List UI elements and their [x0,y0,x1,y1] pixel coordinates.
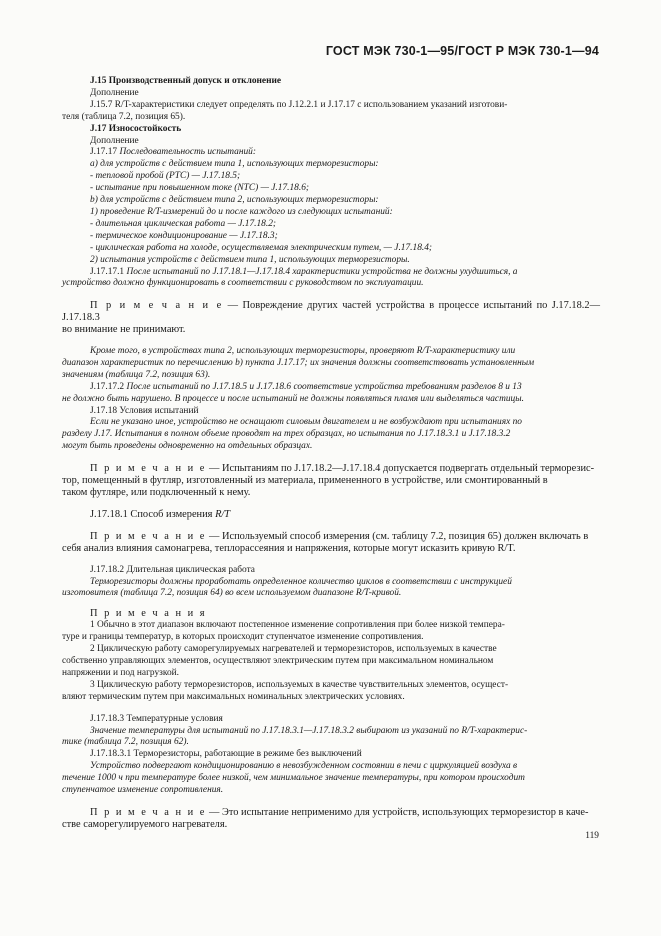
heading-symbol: R/T [215,508,231,520]
text-line: диапазон характеристик по перечислению b) пункта J.17.17; их значения должны соответствовать установленным [62,357,535,368]
subsection-heading: J.17.18.3 Температурные условия [90,713,223,724]
text-line: могут быть проведены одновременно на отдельных образцах. [62,441,313,452]
list-item: - циклическая работа на холоде, осуществляемая электрическим путем, — J.17.18.4; [90,242,433,253]
note-item: напряжении и под нагрузкой. [62,667,179,678]
list-item: b) для устройств с действием типа 2, использующих терморезисторы: [90,195,379,206]
note-item: 3 Циклическую работу терморезисторов, используемых в качестве чувствительных элементов, осущест- [90,679,509,690]
note-item: собственно управляющих элементов, осуществляют электрическим путем при максимальном номинальном [62,655,494,666]
clause-number: J.17.17.1 [90,266,127,277]
note-text: таком футляре, или подключенный к нему. [62,487,251,498]
text-line: течение 1000 ч при температуре более низкой, чем минимальное значение температуры, при котором происходит [62,773,525,784]
text-line: теля (таблица 7.2, позиция 65). [62,111,186,122]
section-heading: J.17 Износостойкость [90,123,182,134]
text-line: J.15.7 R/T-характеристики следует определять по J.12.2.1 и J.17.17 с использованием указаний изготови- [90,99,508,110]
heading-text: J.17.18.1 Способ измерения [90,508,216,520]
subsection-heading: J.17.18.2 Длительная циклическая работа [90,564,255,575]
note-label: П р и м е ч а н и е [90,530,207,542]
text-line: Кроме того, в устройствах типа 2, использующих терморезисторы, проверяют R/T-характеристику или [90,346,516,357]
note-item: туре и границы температур, в которых происходит ступенчатое изменение сопротивления. [62,632,424,643]
note [62,300,600,324]
text-line: ступенчатое изменение сопротивления. [62,785,224,796]
note [62,531,600,543]
text-line: не должно быть нарушено. В процессе и после испытаний не должны появляться пламя или выделяться частицы. [62,393,524,404]
list-item: - термическое кондиционирование — J.17.18.3; [90,230,278,241]
note-text: себя анализ влияния самонагрева, теплорассеяния и напряжения, которые могут исказить кривую R/T. [62,542,516,554]
subsection-heading: J.17.18.3.1 Терморезисторы, работающие в режиме без выключений [90,749,362,760]
note-item: 1 Обычно в этот диапазон включают постепенное изменение сопротивления при более низкой темпера- [90,620,505,631]
text-line: Если не указано иное, устройство не оснащают силовым двигателем и не возбуждают при испытаниях по [90,417,522,428]
list-item: - тепловой пробой (PTC) — J.17.18.5; [90,171,241,182]
text-line [62,147,600,159]
text-line: устройство должно функционировать в соответствии с руководством по эксплуатации. [62,278,424,289]
page-content [62,76,600,831]
note [62,807,600,819]
text-line [62,267,600,279]
note-text: — Используемый способ измерения (см. таблицу 7.2, позиция 65) должен включать в [206,530,589,542]
clause-text: После испытаний по J.17.18.1—J.17.18.4 характеристики устройства не должны ухудшиться, а [126,266,518,277]
clause-text: После испытаний по J.17.18.5 и J.17.18.6 соответствие устройства требованиям разделов 8 и 13 [126,381,522,392]
subsection-heading: J.17.18 Условия испытаний [90,405,199,416]
notes-heading: П р и м е ч а н и я [90,608,207,620]
clause-number: J.17.17.2 [90,381,127,392]
list-item: 2) испытания устройств с действием типа 1, использующих терморезисторы. [90,254,410,265]
note-text: — Это испытание неприменимо для устройств, использующих терморезистор в каче- [206,806,589,818]
text-line: разделу J.17. Испытания в полном объеме проводят на трех образцах, но испытания по J.17.18.3.1 и J.17.18.3.2 [62,429,511,440]
text-line: Устройство подвергают кондиционированию в невозбужденном состоянии в печи с циркуляцией воздуха в [90,761,518,772]
clause-number: J.17.17 [90,147,120,158]
note-text: — Испытаниям по J.17.18.2—J.17.18.4 допускается подвергать отдельный терморезис- [206,463,595,475]
list-item: a) для устройств с действием типа 1, использующих терморезисторы: [90,159,379,170]
text-line: Значение температуры для испытаний по J.17.18.3.1—J.17.18.3.2 выбирают из указаний по R/T-характерис- [90,725,528,736]
text-line [62,382,600,394]
note-item: 2 Циклическую работу саморегулируемых нагревателей и терморезисторов, используемых в качестве [90,644,497,655]
note-text: — Повреждение других частей устройства в процессе испытаний по J.17.18.2—J.17.18.3 [62,300,600,324]
list-item: - испытание при повышенном токе (NTC) — J.17.18.6; [90,183,310,194]
note-text: во внимание не принимают. [62,324,186,336]
note-text: стве саморегулируемого нагревателя. [62,818,228,830]
subsection-heading [62,509,600,521]
note-label: П р и м е ч а н и е [90,806,207,818]
page-number: 119 [585,831,599,841]
note-label: П р и м е ч а н и е [90,300,224,312]
text-line: изготовителя (таблица 7.2, позиция 64) во всем используемом диапазоне R/T-кривой. [62,588,402,599]
text-line: Терморезисторы должны проработать определенное количество циклов в соответствии с инструкцией [90,576,512,587]
text-line: тике (таблица 7.2, позиция 62). [62,737,189,748]
text-line: Дополнение [90,87,139,98]
text-line: Дополнение [90,135,139,146]
text-line: значениям (таблица 7.2, позиция 63). [62,369,211,380]
note-label: П р и м е ч а н и е [90,463,207,475]
list-item: - длительная циклическая работа — J.17.18.2; [90,218,277,229]
note [62,463,600,475]
page-header: ГОСТ МЭК 730-1—95/ГОСТ Р МЭК 730-1—94 [325,44,599,58]
clause-text: Последовательность испытаний: [119,147,256,158]
note-item: вляют термическим путем при максимальных номинальных электрических условиях. [62,691,405,702]
list-item: 1) проведение R/T-измерений до и после каждого из следующих испытаний: [90,206,393,217]
note-text: тор, помещенный в футляр, изготовленный из материала, примененного в устройстве, или смонтированный в [62,475,548,487]
section-heading: J.15 Производственный допуск и отклонение [90,76,282,86]
